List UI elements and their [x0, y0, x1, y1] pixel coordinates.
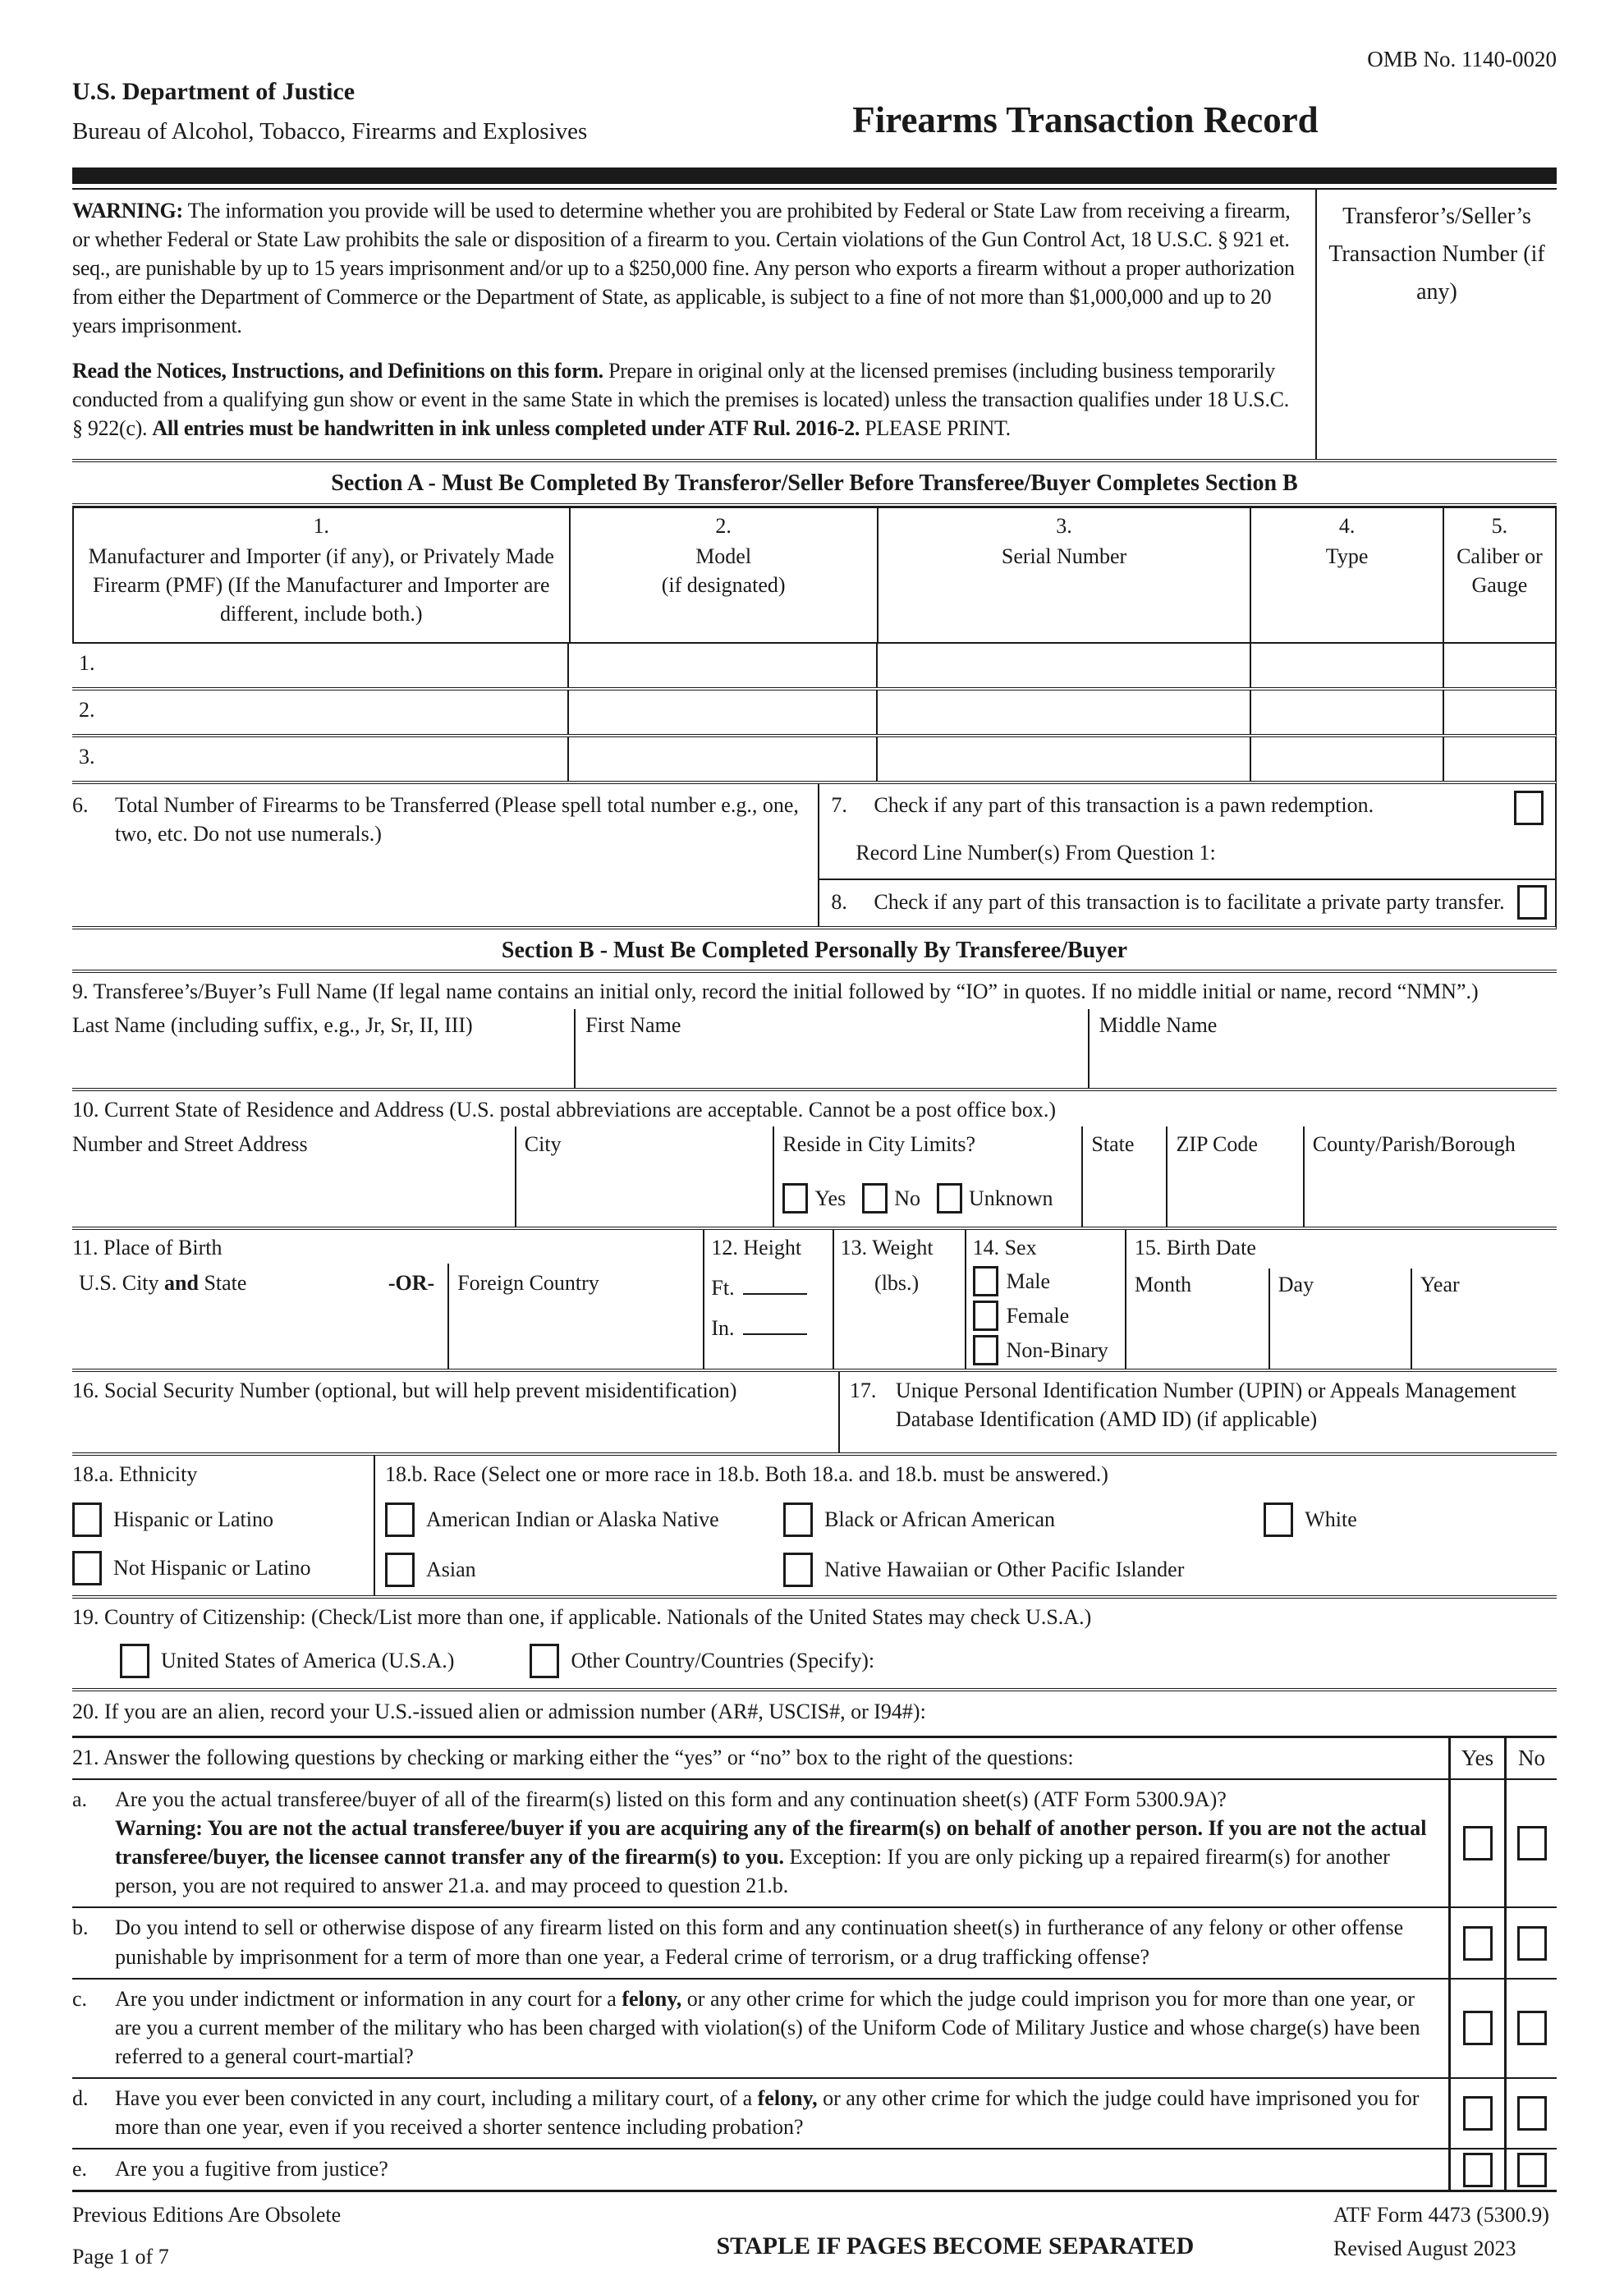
question-6-text	[72, 791, 808, 848]
birth-year-label: Year	[1420, 1272, 1460, 1296]
question-13-number: 13.	[840, 1235, 868, 1259]
citizenship-usa-label: United States of America (U.S.A.)	[161, 1649, 455, 1673]
reside-unknown-option	[937, 1183, 1053, 1213]
last-name-label: Last Name (including suffix, e.g., Jr, Sr, II, III)	[72, 1012, 473, 1037]
question-13-label: Weight	[872, 1235, 934, 1259]
question-21c-question: Are you under indictment or information in any court for a felony, or any other crime for which the judge could imprison you for more than one year, or are you a current member of the military who has been charged with violation(s) of the Uniform Code of Military Justice and whose charge(s) have been referred to a general court-martial?	[115, 1986, 1420, 2068]
reside-options	[782, 1183, 1073, 1213]
question-18b-race	[374, 1456, 1557, 1595]
ethnicity-not-hispanic-option	[72, 1551, 374, 1585]
feet-label: Ft.	[711, 1275, 735, 1300]
transferor-transaction-number-box[interactable]	[1315, 190, 1557, 460]
row-1-number: 1.	[79, 650, 95, 675]
question-7	[819, 784, 1555, 880]
citizenship-usa-checkbox[interactable]	[120, 1644, 149, 1678]
question-20-number: 20.	[72, 1699, 99, 1723]
citizenship-usa-option	[120, 1644, 454, 1678]
page-number: Page 1 of 7	[72, 2245, 169, 2269]
birth-date-columns	[1126, 1269, 1557, 1369]
question-15-label-line	[1126, 1230, 1557, 1262]
question-9-label-line	[72, 973, 1557, 1008]
col-2-number: 2.	[715, 514, 732, 539]
question-21d-yes-cell	[1448, 2079, 1504, 2148]
question-18a-label-line	[72, 1460, 374, 1489]
footer-right	[1333, 2200, 1557, 2271]
question-7-text	[831, 791, 1514, 819]
inches-input-blank[interactable]	[743, 1314, 807, 1335]
title-block	[614, 41, 1557, 148]
question-21b-body	[72, 1913, 1437, 1970]
question-12-number: 12.	[711, 1235, 738, 1259]
question-21b-letter: b.	[72, 1915, 89, 1940]
question-8-label: Check if any part of this transaction is to facilitate a private party transfer.	[874, 890, 1505, 915]
question-21c-body	[72, 1984, 1437, 2071]
firearm-row-1-type-cell[interactable]	[1250, 644, 1443, 687]
read-notices-body: Prepare in original only at the licensed premises (including business temporarily conducted from a qualifying gun show or event in the same State in which the premises is located) unless the transaction qualifies under 18 U.S.C. § 922(c).	[72, 359, 1289, 441]
form-header	[72, 41, 1557, 148]
question-16-ssn-field[interactable]	[72, 1372, 838, 1452]
reside-yes-checkbox[interactable]	[782, 1183, 808, 1213]
question-11-label: Place of Birth	[103, 1235, 222, 1259]
question-21a-yes-cell	[1448, 1780, 1504, 1906]
zip-code-label: ZIP Code	[1176, 1131, 1258, 1156]
question-13-label-line	[841, 1233, 965, 1262]
row-2-number: 2.	[79, 697, 95, 722]
question-7-number: 7.	[831, 792, 847, 817]
question-8-text	[831, 888, 1517, 916]
col-1-number: 1.	[313, 514, 330, 539]
race-white-option	[1264, 1503, 1557, 1537]
sex-female-label: Female	[1006, 1303, 1070, 1328]
question-18b-label: Race (Select one or more race in 18.b. Both 18.a. and 18.b. must be answered.)	[433, 1461, 1108, 1486]
col-3-label: Serial Number	[1001, 544, 1127, 569]
or-separator: -OR-	[388, 1270, 435, 1295]
question-21e-no-checkbox[interactable]	[1517, 2153, 1547, 2187]
section-a-title: Section A - Must Be Completed By Transferor/Seller Before Transferee/Buyer Completes Section B	[72, 462, 1557, 507]
question-19-label-line	[72, 1603, 1557, 1631]
question-21c-yes-cell	[1448, 1980, 1504, 2077]
race-white-checkbox[interactable]	[1264, 1503, 1293, 1537]
question-11-place-of-birth	[72, 1230, 703, 1369]
question-17-text	[850, 1376, 1557, 1434]
question-19-number: 19.	[72, 1604, 99, 1629]
question-11-number: 11.	[72, 1235, 99, 1259]
question-21c-no-cell	[1504, 1980, 1557, 2077]
question-21b-text	[72, 1908, 1448, 1977]
question-8-number: 8.	[831, 890, 847, 915]
question-19	[72, 1599, 1557, 1691]
question-21a-letter: a.	[72, 1787, 88, 1812]
question-21c-letter: c.	[72, 1986, 88, 2011]
name-fields	[72, 1009, 1557, 1088]
question-12-label-line	[711, 1233, 832, 1262]
question-13-weight[interactable]	[833, 1230, 965, 1369]
citizenship-other-checkbox[interactable]	[530, 1644, 559, 1678]
firearm-row-1-manufacturer-cell[interactable]	[72, 644, 567, 687]
question-21-instruction	[72, 1738, 1448, 1778]
reside-unknown-label: Unknown	[968, 1186, 1053, 1210]
warning-text-block	[72, 190, 1315, 460]
question-21a-body	[72, 1785, 1437, 1900]
question-21d-yes-checkbox[interactable]	[1463, 2096, 1493, 2131]
race-black-checkbox[interactable]	[783, 1503, 813, 1537]
read-notices-label: Read the Notices, Instructions, and Definitions on this form.	[72, 359, 603, 383]
question-21e-letter: e.	[72, 2157, 88, 2182]
street-address-label: Number and Street Address	[72, 1131, 308, 1156]
question-21e-yes-checkbox[interactable]	[1463, 2153, 1493, 2187]
question-7-label: Check if any part of this transaction is a pawn redemption.	[874, 792, 1374, 817]
warning-box	[72, 190, 1557, 463]
question-21a-yes-checkbox[interactable]	[1463, 1826, 1493, 1860]
col-type-header	[1250, 508, 1443, 641]
question-16-label: Social Security Number (optional, but will help prevent misidentification)	[104, 1378, 737, 1402]
birth-year-field[interactable]	[1411, 1269, 1557, 1369]
form-title: Firearms Transaction Record	[852, 99, 1319, 141]
question-21d-no-cell	[1504, 2079, 1557, 2148]
first-name-label: First Name	[585, 1012, 681, 1037]
reside-unknown-checkbox[interactable]	[937, 1183, 962, 1213]
header-divider-bar	[72, 167, 1557, 184]
firearm-row-2-manufacturer-cell[interactable]	[72, 690, 567, 734]
question-12-height	[703, 1230, 832, 1369]
private-party-transfer-checkbox[interactable]	[1517, 885, 1547, 920]
sex-male-checkbox[interactable]	[973, 1266, 998, 1296]
firearm-row-3	[72, 737, 1557, 784]
question-21b-row	[72, 1908, 1557, 1979]
city-field[interactable]	[515, 1126, 773, 1227]
zip-code-field[interactable]	[1166, 1126, 1302, 1227]
race-american-indian-option	[385, 1503, 783, 1537]
firearm-row-2-model-cell[interactable]	[567, 690, 876, 734]
please-print-note: PLEASE PRINT.	[865, 416, 1011, 441]
birth-month-label: Month	[1134, 1272, 1192, 1296]
question-17-upin-field[interactable]	[838, 1372, 1557, 1452]
reside-in-city-limits-field	[773, 1126, 1081, 1227]
ethnicity-hispanic-checkbox[interactable]	[72, 1503, 102, 1537]
question-21-number: 21.	[72, 1746, 99, 1770]
col-3-number: 3.	[1056, 514, 1072, 539]
state-field[interactable]	[1081, 1126, 1166, 1227]
birth-day-label: Day	[1278, 1272, 1314, 1296]
question-21a-text	[72, 1780, 1448, 1906]
race-options-grid	[385, 1503, 1557, 1587]
question-21b-question: Do you intend to sell or otherwise dispose of any firearm listed on this form and any continuation sheet(s) in furtherance of any felony or other offense punishable by imprisonment for a term of more than one year, a Federal crime of terrorism, or a drug trafficking offense?	[115, 1915, 1404, 1969]
firearm-row-3-type-cell[interactable]	[1250, 737, 1443, 781]
question-21e-row	[72, 2149, 1557, 2190]
question-15-birth-date	[1125, 1230, 1557, 1369]
col-serial-header	[877, 508, 1250, 641]
question-18a-label: Ethnicity	[119, 1461, 198, 1486]
height-inches-line	[711, 1314, 832, 1342]
question-10	[72, 1091, 1557, 1230]
county-label: County/Parish/Borough	[1312, 1131, 1516, 1156]
col-caliber-header	[1443, 508, 1555, 641]
pawn-redemption-checkbox[interactable]	[1514, 791, 1544, 825]
weight-lbs-label: (lbs.)	[874, 1270, 920, 1295]
question-21e-text	[72, 2149, 1448, 2190]
question-9-label: Transferee’s/Buyer’s Full Name (If legal name contains an initial only, record the initial followed by “IO” in quotes. If no middle initial or name, record “NMN”.)	[93, 980, 1479, 1004]
firearm-row-2-caliber-cell[interactable]	[1443, 690, 1555, 734]
sex-nonbinary-option	[973, 1335, 1125, 1365]
sex-nonbinary-label: Non-Binary	[1006, 1337, 1108, 1362]
col-4-number: 4.	[1338, 514, 1356, 539]
question-21a-warning-line	[115, 1814, 1437, 1900]
question-10-number: 10.	[72, 1097, 99, 1122]
question-10-label: Current State of Residence and Address (U.S. postal abbreviations are acceptable. Cannot be a post office box.)	[104, 1097, 1057, 1122]
page-footer	[72, 2192, 1557, 2271]
question-18b-number: 18.b.	[385, 1461, 429, 1486]
yes-column-header: Yes	[1448, 1738, 1504, 1778]
question-21b-yes-checkbox[interactable]	[1463, 1926, 1493, 1961]
section-b-title: Section B - Must Be Completed Personally By Transferee/Buyer	[72, 929, 1557, 974]
question-18b-label-line	[385, 1460, 1557, 1489]
agency-block	[72, 41, 614, 148]
question-8	[819, 880, 1555, 926]
sex-nonbinary-checkbox[interactable]	[973, 1335, 998, 1365]
question-21d-row	[72, 2079, 1557, 2149]
question-21e-yes-cell	[1448, 2149, 1504, 2190]
first-name-field[interactable]	[574, 1009, 1088, 1088]
race-asian-label: Asian	[426, 1558, 476, 1582]
question-21c-text	[72, 1980, 1448, 2077]
question-21-block	[72, 1738, 1557, 2192]
question-21b-yes-cell	[1448, 1908, 1504, 1977]
birth-month-field[interactable]	[1126, 1269, 1268, 1369]
questions-11-15	[72, 1230, 1557, 1372]
race-native-hawaiian-label: Native Hawaiian or Other Pacific Islander	[824, 1558, 1185, 1582]
citizenship-other-label: Other Country/Countries (Specify):	[571, 1649, 875, 1673]
col-5-number: 5.	[1491, 514, 1508, 539]
question-14-sex	[965, 1230, 1125, 1369]
question-6-number: 6.	[72, 792, 89, 817]
feet-input-blank[interactable]	[743, 1273, 807, 1295]
firearm-row-1	[72, 644, 1557, 690]
us-city-state-label: U.S. City and State	[79, 1270, 247, 1295]
firearm-row-2	[72, 690, 1557, 737]
warning-label: WARNING:	[72, 198, 183, 223]
ethnicity-hispanic-option	[72, 1503, 374, 1537]
question-21a-no-checkbox[interactable]	[1517, 1826, 1547, 1860]
question-21d-body	[72, 2084, 1437, 2141]
reside-in-city-limits-label: Reside in City Limits?	[782, 1131, 976, 1156]
question-10-label-line	[72, 1091, 1557, 1126]
reside-no-checkbox[interactable]	[862, 1183, 888, 1213]
col-2-label-line1: Model	[695, 544, 752, 569]
firearms-table-header	[72, 507, 1557, 643]
col-model-header	[569, 508, 877, 641]
sex-female-checkbox[interactable]	[973, 1301, 998, 1331]
question-21-header-row	[72, 1738, 1557, 1780]
middle-name-label: Middle Name	[1099, 1012, 1218, 1037]
race-black-label: Black or African American	[824, 1507, 1056, 1532]
street-address-field[interactable]	[72, 1126, 515, 1227]
citizenship-other-option	[530, 1644, 874, 1678]
firearm-row-1-caliber-cell[interactable]	[1443, 644, 1555, 687]
last-name-field[interactable]	[72, 1009, 574, 1088]
question-21c-row	[72, 1980, 1557, 2079]
question-21a-question: Are you the actual transferee/buyer of all of the firearm(s) listed on this form and any continuation sheet(s) (ATF Form 5300.9A)?	[115, 1787, 1227, 1812]
us-city-state-field[interactable]	[72, 1264, 447, 1369]
question-15-label: Birth Date	[1166, 1235, 1256, 1259]
firearm-row-3-model-cell[interactable]	[567, 737, 876, 781]
question-15-number: 15.	[1134, 1235, 1162, 1259]
question-21a-exception: Exception: If you are only picking up a repaired firearm(s) for another person, you are not required to answer 21.a. and may proceed to question 21.b.	[115, 1845, 1390, 1898]
foreign-country-label: Foreign Country	[457, 1270, 599, 1295]
record-line-number-label[interactable]: Record Line Number(s) From Question 1:	[856, 840, 1216, 865]
race-american-indian-checkbox[interactable]	[385, 1503, 415, 1537]
questions-16-17	[72, 1372, 1557, 1456]
reside-yes-option	[782, 1183, 846, 1213]
question-9	[72, 973, 1557, 1090]
question-20-alien-number-field[interactable]	[72, 1691, 1557, 1738]
form-number: ATF Form 4473 (5300.9)	[1333, 2203, 1549, 2227]
firearm-row-3-manufacturer-cell[interactable]	[72, 737, 567, 781]
question-21a-content	[115, 1785, 1437, 1900]
address-fields	[72, 1126, 1557, 1227]
reside-no-option	[862, 1183, 920, 1213]
footer-left	[72, 2200, 577, 2271]
question-19-label: Country of Citizenship: (Check/List more than one, if applicable. Nationals of the United States may check U.S.A.)	[104, 1604, 1092, 1629]
state-label: State	[1091, 1131, 1135, 1156]
ethnicity-not-hispanic-checkbox[interactable]	[72, 1551, 102, 1585]
birth-day-field[interactable]	[1268, 1269, 1411, 1369]
question-21d-no-checkbox[interactable]	[1517, 2096, 1547, 2131]
question-21e-no-cell	[1504, 2149, 1557, 2190]
col-1-label: Manufacturer and Importer (if any), or Privately Made Firearm (PMF) (If the Manufacturer and Importer are different, include both.)	[88, 544, 554, 626]
col-4-label: Type	[1325, 544, 1369, 569]
question-18a-ethnicity	[72, 1456, 374, 1595]
question-21b-no-cell	[1504, 1908, 1557, 1977]
race-white-label: White	[1305, 1507, 1357, 1532]
question-21d-letter: d.	[72, 2085, 89, 2110]
row-3-number: 3.	[79, 744, 95, 768]
firearm-row-2-type-cell[interactable]	[1250, 690, 1443, 734]
race-asian-checkbox[interactable]	[385, 1553, 415, 1587]
question-17-number: 17.	[849, 1378, 877, 1402]
question-21e-question: Are you a fugitive from justice?	[115, 2157, 388, 2182]
middle-name-field[interactable]	[1088, 1009, 1557, 1088]
question-20-label: If you are an alien, record your U.S.-issued alien or admission number (AR#, USCIS#, or I94#):	[104, 1699, 926, 1723]
firearm-row-1-model-cell[interactable]	[567, 644, 876, 687]
bureau-name: Bureau of Alcohol, Tobacco, Firearms and Explosives	[72, 117, 588, 145]
question-6[interactable]	[72, 784, 818, 926]
sex-male-label: Male	[1006, 1269, 1050, 1293]
race-black-option	[783, 1503, 1264, 1537]
question-21a-no-cell	[1504, 1780, 1557, 1906]
question-7-line	[831, 791, 1544, 825]
question-21-label: Answer the following questions by checking or marking either the “yes” or “no” box to the right of the questions:	[103, 1746, 1074, 1770]
inches-label: In.	[711, 1315, 735, 1340]
reside-no-label: No	[894, 1186, 920, 1210]
race-native-hawaiian-checkbox[interactable]	[783, 1553, 813, 1587]
height-feet-line	[711, 1273, 832, 1302]
previous-editions-note: Previous Editions Are Obsolete	[72, 2203, 342, 2227]
question-21d-text	[72, 2079, 1448, 2148]
question-12-label: Height	[743, 1235, 802, 1259]
question-21c-yes-checkbox[interactable]	[1463, 2011, 1493, 2045]
transferor-transaction-number-label: Transferor’s/Seller’s Transaction Number (if any)	[1328, 203, 1545, 305]
question-16-number: 16.	[72, 1378, 99, 1402]
question-21c-no-checkbox[interactable]	[1517, 2011, 1547, 2045]
citizenship-options	[72, 1644, 1557, 1678]
place-of-birth-columns	[72, 1264, 703, 1369]
question-21d-question: Have you ever been convicted in any court, including a military court, of a felony, or any other crime for which the judge could have imprisoned you for more than one year, even if you received a shorter sentence including probation?	[115, 2085, 1420, 2140]
questions-6-7-8	[72, 784, 1557, 929]
entries-ink-note: All entries must be handwritten in ink unless completed under ATF Rul. 2016-2.	[152, 416, 860, 441]
county-field[interactable]	[1303, 1126, 1557, 1227]
sex-male-option	[973, 1266, 1125, 1296]
question-6-label: Total Number of Firearms to be Transferred (Please spell total number e.g., one, two, etc. Do not use numerals.)	[115, 792, 799, 846]
questions-7-8	[818, 784, 1555, 926]
question-21a-warning: Warning: You are not the actual transferee/buyer if you are acquiring any of the firearm(s) on behalf of another person. If you are not the actual transferee/buyer, the licensee cannot transfer any of the firearm(s) to you.	[115, 1816, 1427, 1870]
form-page	[72, 41, 1557, 2271]
question-18	[72, 1456, 1557, 1599]
question-21a-row	[72, 1780, 1557, 1908]
firearm-row-3-caliber-cell[interactable]	[1443, 737, 1555, 781]
no-column-header: No	[1504, 1738, 1557, 1778]
question-11-label-line	[72, 1230, 703, 1264]
firearm-row-1-serial-cell[interactable]	[876, 644, 1250, 687]
col-5-label: Caliber or Gauge	[1457, 544, 1543, 598]
race-native-hawaiian-option	[783, 1553, 1557, 1587]
staple-note: STAPLE IF PAGES BECOME SEPARATED	[716, 2232, 1195, 2260]
question-14-number: 14.	[972, 1235, 1000, 1259]
question-21b-no-checkbox[interactable]	[1517, 1926, 1547, 1961]
omb-number: OMB No. 1140-0020	[1367, 47, 1557, 71]
instructions-paragraph	[72, 356, 1301, 443]
col-2-label-line2: (if designated)	[661, 573, 786, 598]
department-name: U.S. Department of Justice	[72, 78, 356, 105]
question-21e-body	[72, 2154, 1437, 2183]
question-9-number: 9.	[72, 980, 89, 1004]
col-manufacturer-header	[74, 508, 569, 641]
question-17-label: Unique Personal Identification Number (UPIN) or Appeals Management Database Identification (AMD ID) (if applicable)	[895, 1378, 1516, 1431]
question-14-label: Sex	[1004, 1235, 1037, 1259]
warning-body: The information you provide will be used to determine whether you are prohibited by Federal or State Law from receiving a firearm, or whether Federal or State Law prohibits the sale or disposition of a firearm to you. Certain violations of the Gun Control Act, 18 U.S.C. § 921 et. seq., are punishable by up to 15 years imprisonment and/or up to a $250,000 fine. Any person who exports a firearm without a proper authorization from either the Department of Commerce or the Department of State, as applicable, is subject to a fine of not more than $1,000,000 and up to 20 years imprisonment.	[72, 198, 1295, 338]
city-label: City	[524, 1131, 562, 1156]
ethnicity-not-hispanic-label: Not Hispanic or Latino	[113, 1556, 311, 1581]
question-18a-number: 18.a.	[72, 1461, 114, 1486]
question-14-label-line	[973, 1233, 1125, 1262]
firearm-row-2-serial-cell[interactable]	[876, 690, 1250, 734]
foreign-country-field[interactable]	[447, 1264, 703, 1369]
ethnicity-hispanic-label: Hispanic or Latino	[113, 1507, 273, 1532]
race-asian-option	[385, 1553, 783, 1587]
reside-yes-label: Yes	[814, 1186, 846, 1210]
firearm-row-3-serial-cell[interactable]	[876, 737, 1250, 781]
sex-female-option	[973, 1301, 1125, 1331]
race-american-indian-label: American Indian or Alaska Native	[426, 1507, 719, 1532]
revision-date: Revised August 2023	[1333, 2237, 1516, 2261]
warning-paragraph	[72, 196, 1301, 340]
